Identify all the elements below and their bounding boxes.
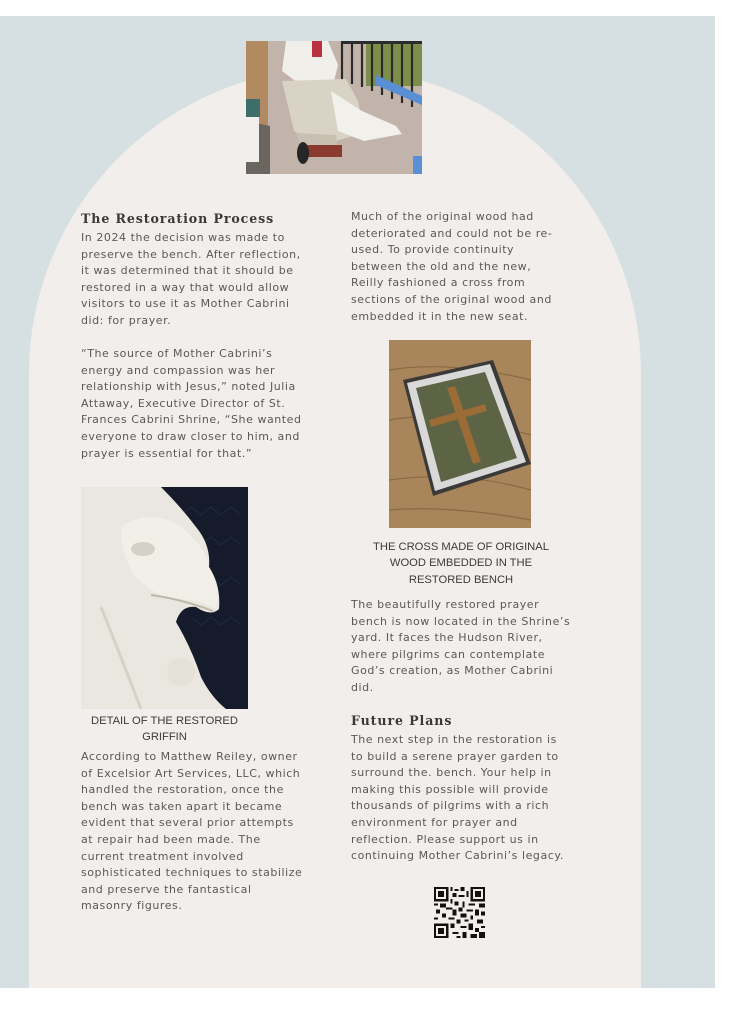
bench-photo — [246, 41, 422, 174]
section-title-restoration-process: The Restoration Process — [81, 211, 275, 226]
cross-photo — [389, 340, 531, 528]
bench-photo-image — [246, 41, 422, 174]
original-wood-paragraph: Much of the original wood had deteriorated and could not be re- used. To provide continuity between the old and the new, Reilly fashioned a cross from sections of the original wood and embedded it in the new seat. — [351, 210, 553, 323]
griffin-photo — [81, 487, 248, 709]
restoration-quote-paragraph: “The source of Mother Cabrini’s energy and compassion was her relationship with Jesus,” noted Julia Attaway, Executive Director of St. Frances Cabrini Shrine, “She wanted everyone to draw closer to him, and prayer is essential for that.” — [81, 347, 302, 460]
future-plans-paragraph: The next step in the restoration is to build a serene prayer garden to surround the. bench. Your help in making this possible will provide thousands of pilgrims with a rich environment for prayer and reflection. Please support us in continuing Mother Cabrini’s legacy. — [351, 733, 564, 863]
cross-caption: THE CROSS MADE OF ORIGINAL WOOD EMBEDDED IN THE RESTORED BENCH — [373, 541, 549, 586]
restoration-paragraph-1: In 2024 the decision was made to preserve the bench. After reflection, it was determined that it should be restored in a way that would allow visitors to use it as Mother Cabrini did: for prayer. — [81, 231, 301, 327]
griffin-caption: DETAIL OF THE RESTORED GRIFFIN — [91, 715, 238, 744]
qr-code-icon[interactable] — [434, 887, 485, 938]
griffin-photo-image — [81, 487, 248, 709]
section-title-future-plans: Future Plans — [351, 713, 453, 728]
cross-photo-image — [389, 340, 531, 528]
griffin-paragraph: According to Matthew Reiley, owner of Excelsior Art Services, LLC, which handled the restoration, once the bench was taken apart it became evident that several prior attempts at repair had been made. The current treatment involved sophisticated techniques to stabilize and preserve the fantastical masonry figures. — [81, 750, 303, 913]
restored-bench-paragraph: The beautifully restored prayer bench is now located in the Shrine’s yard. It faces the Hudson River, where pilgrims can contemplate God’s creation, as Mother Cabrini did. — [351, 598, 571, 694]
qr-code-image — [434, 887, 485, 938]
